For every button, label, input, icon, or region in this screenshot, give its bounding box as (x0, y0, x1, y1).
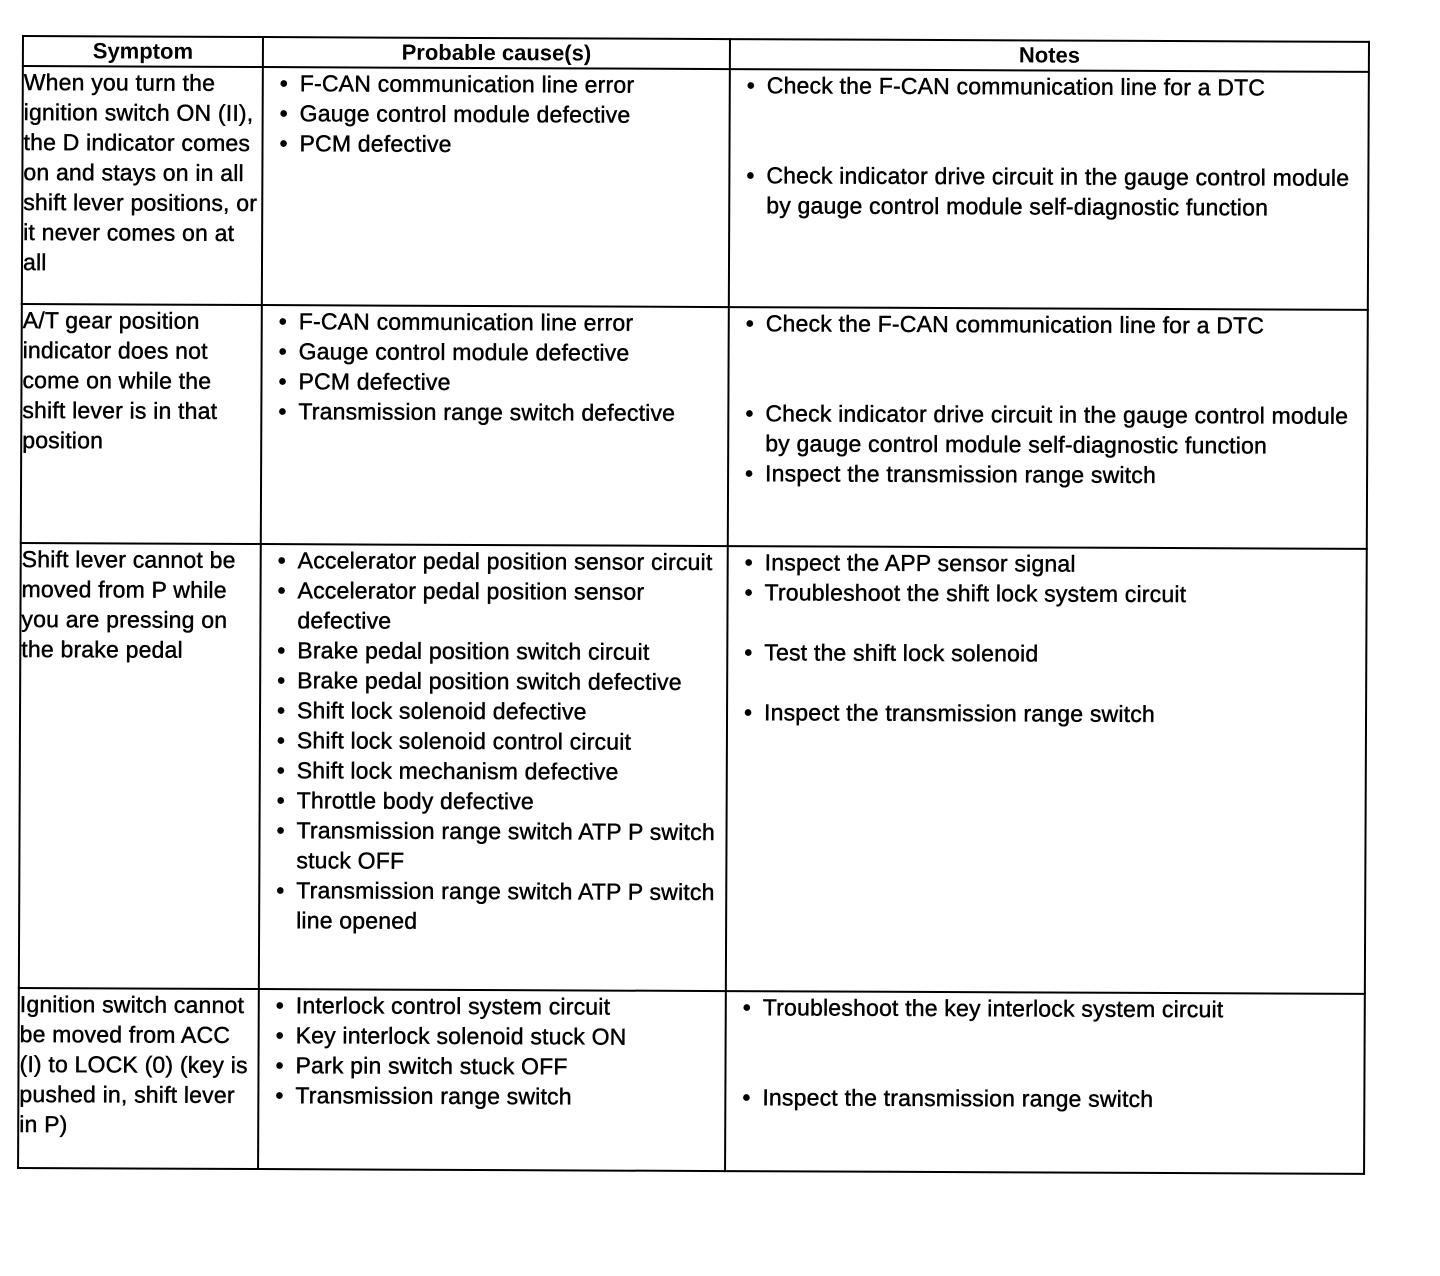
table-row (18, 988, 1365, 1174)
list-item-text: Shift lock solenoid defective (296, 697, 587, 725)
list-item (276, 545, 719, 577)
list-item-text: Accelerator pedal position sensor circuit (297, 547, 713, 576)
list-item (743, 547, 1358, 580)
bullet-icon: • (746, 162, 755, 189)
symptom-cell: A/T gear position indicator does not come on while the shift lever is in that position (21, 304, 262, 544)
list-item (275, 635, 718, 667)
causes-cell (259, 544, 728, 991)
list-item (274, 1020, 717, 1052)
bullet-icon: • (742, 994, 752, 1021)
list-item (275, 665, 718, 697)
symptom-cell: When you turn the ignition switch ON (II), the D indicator comes on and stays on in all shift lever positions, or it never comes on at all (22, 66, 263, 305)
bullet-icon: • (276, 817, 285, 844)
notes-cell (728, 307, 1368, 549)
bullet-icon: • (744, 579, 753, 606)
bullet-icon: • (276, 757, 286, 784)
list-item-text: PCM defective (299, 130, 452, 157)
symptom-cell: Ignition switch cannot be moved from ACC (I) to LOCK (0) (key is pushed in, shift lever in P) (18, 988, 259, 1169)
list-item (278, 68, 721, 100)
list-item-text: PCM defective (298, 368, 451, 395)
list-item (743, 458, 1358, 491)
bullet-icon: • (746, 72, 756, 99)
list-item-text: F-CAN communication line error (298, 308, 634, 336)
list-item (277, 306, 720, 338)
list-item (744, 160, 1359, 223)
list-item-text: Check the F-CAN communication line for a DTC (766, 72, 1266, 101)
bullet-icon: • (279, 70, 289, 97)
bullet-icon: • (744, 549, 754, 576)
header-notes: Notes (730, 39, 1369, 72)
list-item-text: Shift lock mechanism defective (296, 757, 619, 785)
list-item-text: Check the F-CAN communication line for a DTC (765, 310, 1265, 339)
list-item-text: Inspect the APP sensor signal (764, 549, 1076, 577)
bullet-icon: • (278, 368, 287, 395)
bullet-list (728, 547, 1366, 730)
table-row (22, 66, 1369, 310)
bullet-icon: • (278, 338, 287, 365)
list-item (742, 697, 1357, 730)
list-item (274, 815, 717, 877)
list-item-text: Throttle body defective (296, 787, 535, 815)
bullet-icon: • (743, 699, 753, 726)
notes-cell (725, 991, 1365, 1174)
bullet-icon: • (275, 992, 285, 1019)
list-item (275, 785, 718, 817)
list-item-text: Transmission range switch ATP P switch stuck OFF (296, 817, 715, 874)
bullet-icon: • (279, 130, 288, 157)
list-item-text: Brake pedal position switch defective (297, 667, 682, 695)
bullet-icon: • (277, 577, 286, 604)
list-item-text: Interlock control system circuit (295, 992, 611, 1020)
list-item-text: Inspect the transmission range switch (762, 1084, 1154, 1112)
bullet-icon: • (276, 697, 286, 724)
list-item-text: Gauge control module defective (298, 338, 630, 366)
bullet-icon: • (278, 398, 287, 425)
bullet-icon: • (277, 667, 286, 694)
list-item-text: Troubleshoot the shift lock system circuit (764, 579, 1187, 608)
troubleshooting-table (17, 35, 1370, 1175)
bullet-icon: • (277, 637, 286, 664)
list-item (273, 1080, 716, 1112)
list-item-text: Test the shift lock solenoid (764, 639, 1039, 667)
list-item (277, 336, 720, 368)
table-row (21, 304, 1368, 549)
list-item (275, 575, 718, 637)
list-item-text: Park pin switch stuck OFF (295, 1052, 568, 1080)
header-symptom: Symptom (23, 36, 263, 67)
bullet-icon: • (742, 1084, 751, 1111)
list-item (275, 695, 718, 727)
list-item-text: Gauge control module defective (299, 100, 631, 128)
bullet-list (726, 992, 1364, 1115)
bullet-icon: • (745, 310, 755, 337)
bullet-icon: • (745, 460, 754, 487)
bullet-icon: • (275, 1022, 284, 1049)
list-item (743, 577, 1358, 610)
list-item-text: Transmission range switch (295, 1082, 572, 1110)
list-item (741, 992, 1356, 1025)
symptom-cell: Shift lever cannot be moved from P while you are pressing on the brake pedal (19, 543, 261, 989)
list-item (274, 990, 717, 1022)
list-item-text: Shift lock solenoid control circuit (296, 727, 632, 755)
bullet-icon: • (277, 547, 287, 574)
list-item-text: Transmission range switch defective (298, 398, 676, 426)
bullet-list (263, 68, 728, 160)
list-item-text: F-CAN communication line error (299, 70, 635, 98)
bullet-icon: • (276, 877, 285, 904)
bullet-icon: • (276, 727, 286, 754)
causes-cell (258, 989, 726, 1171)
list-item (744, 308, 1359, 341)
list-item (740, 1082, 1355, 1115)
list-item-text: Check indicator drive circuit in the gauge control module by gauge control module self-diagnostic function (765, 400, 1349, 459)
bullet-icon: • (276, 787, 285, 814)
bullet-list (259, 990, 725, 1112)
list-item (274, 875, 717, 937)
bullet-list (730, 70, 1368, 223)
causes-cell (262, 67, 730, 307)
list-item-text: Key interlock solenoid stuck ON (295, 1022, 627, 1050)
bullet-icon: • (278, 308, 288, 335)
bullet-list (260, 545, 727, 937)
bullet-list (729, 308, 1367, 491)
list-item-text: Troubleshoot the key interlock system circuit (762, 994, 1224, 1023)
list-item-text: Inspect the transmission range switch (765, 460, 1157, 488)
bullet-icon: • (279, 100, 288, 127)
bullet-list (262, 306, 728, 428)
notes-cell (726, 546, 1367, 994)
list-item (278, 98, 721, 130)
list-item (273, 1050, 716, 1082)
notes-cell (729, 69, 1369, 310)
list-item (745, 70, 1360, 103)
table-row (19, 543, 1367, 994)
list-item (275, 725, 718, 757)
list-item (276, 396, 719, 428)
bullet-icon: • (745, 400, 754, 427)
list-item-text: Check indicator drive circuit in the gauge control module by gauge control module self-diagnostic function (766, 162, 1350, 221)
list-item (277, 128, 720, 160)
bullet-icon: • (744, 639, 753, 666)
list-item (275, 755, 718, 787)
list-item-text: Transmission range switch ATP P switch line opened (296, 877, 715, 934)
list-item (743, 398, 1358, 461)
list-item-text: Inspect the transmission range switch (763, 699, 1156, 727)
list-item (742, 637, 1357, 670)
list-item-text: Accelerator pedal position sensor defective (297, 577, 645, 634)
list-item-text: Brake pedal position switch circuit (297, 637, 650, 665)
header-probable-causes: Probable cause(s) (263, 37, 730, 69)
list-item (276, 366, 719, 398)
causes-cell (261, 305, 729, 546)
bullet-icon: • (275, 1052, 284, 1079)
bullet-icon: • (275, 1082, 284, 1109)
